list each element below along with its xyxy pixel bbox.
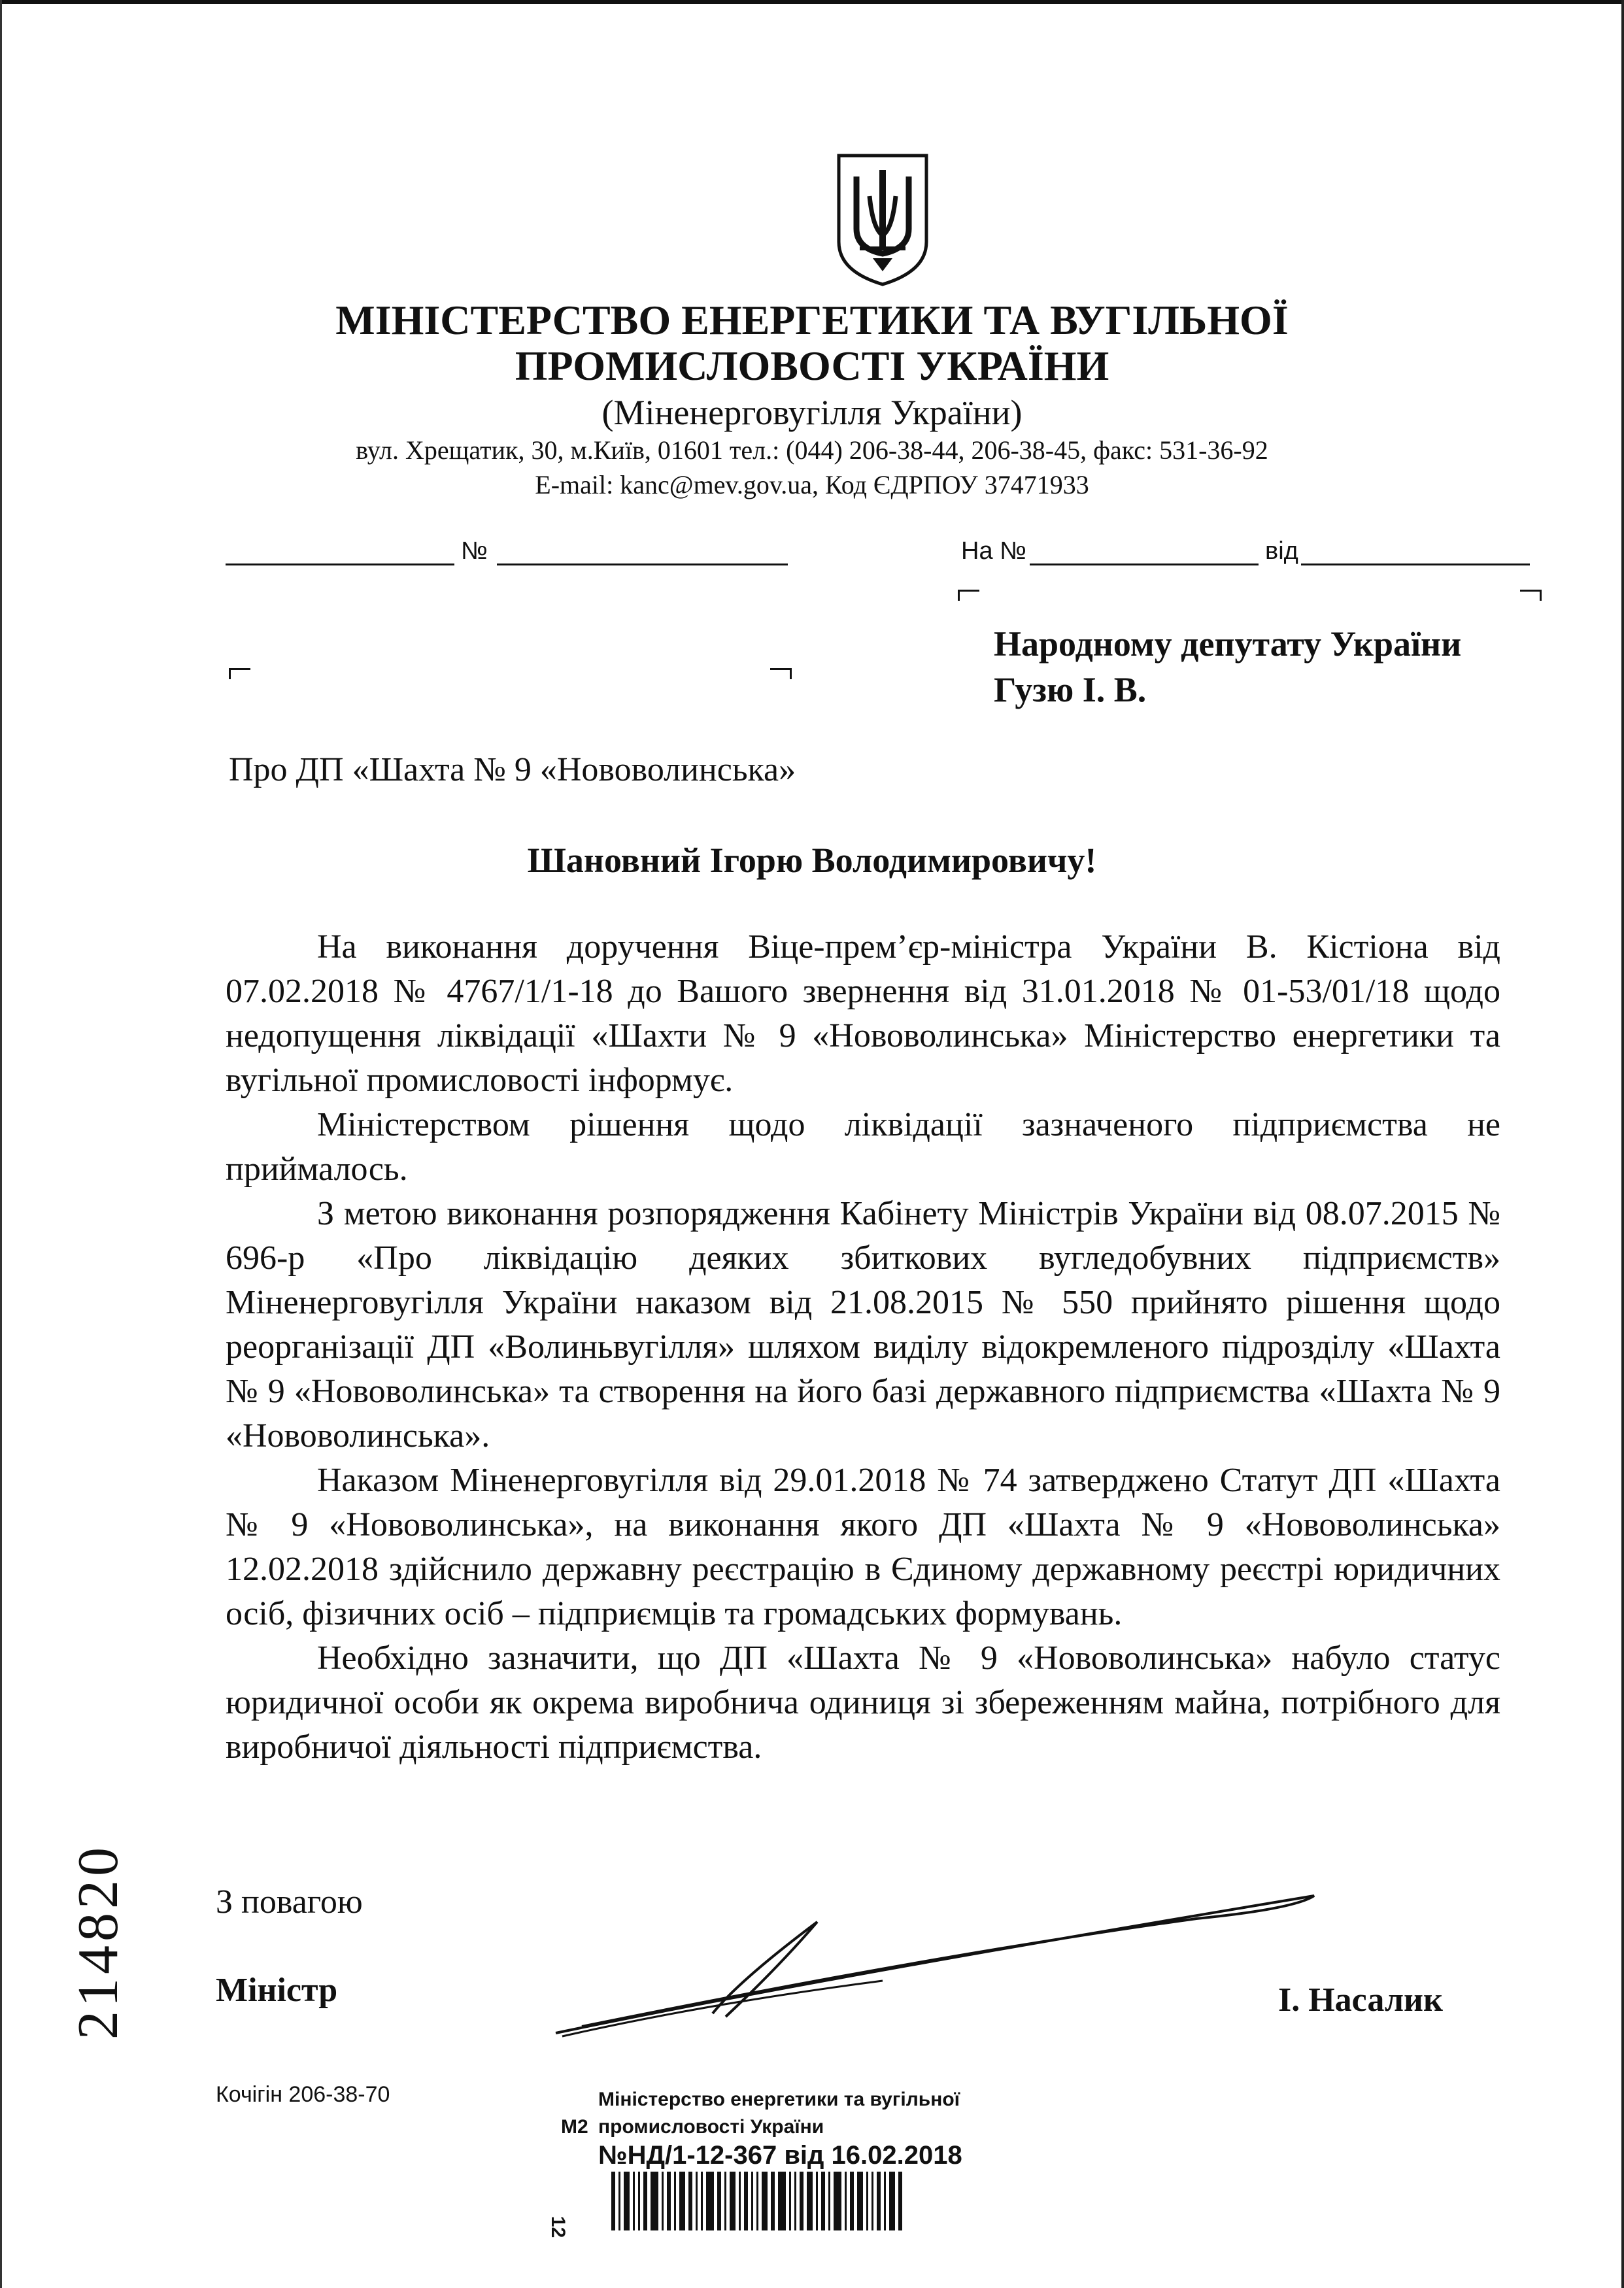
barcode-bar xyxy=(638,2172,640,2230)
salutation: Шановний Ігорю Володимировичу! xyxy=(527,841,1097,880)
outgoing-number-label: № xyxy=(461,537,488,565)
barcode-bar xyxy=(751,2172,753,2230)
barcode-bar xyxy=(884,2172,886,2230)
address-corner-left xyxy=(958,590,979,601)
barcode-bar xyxy=(800,2172,804,2230)
barcode-bar xyxy=(889,2172,895,2230)
barcode-bar xyxy=(706,2172,714,2230)
barcode-bar xyxy=(643,2172,647,2230)
barcode-bar xyxy=(857,2172,863,2230)
barcode-bar xyxy=(679,2172,685,2230)
barcode-bar xyxy=(821,2172,825,2230)
barcode-bar xyxy=(816,2172,818,2230)
stamp-prefix: М2 xyxy=(561,2116,588,2138)
address-corner-right xyxy=(1520,590,1542,601)
barcode-bar xyxy=(866,2172,868,2230)
barcode-bar xyxy=(730,2172,736,2230)
letter-subject: Про ДП «Шахта № 9 «Нововолинська» xyxy=(229,751,796,788)
barcode-bar xyxy=(624,2172,630,2230)
reply-from-line xyxy=(1301,564,1530,565)
barcode-bar xyxy=(724,2172,726,2230)
barcode-bar xyxy=(674,2172,676,2230)
scan-border-top xyxy=(0,0,1624,4)
barcode-bar xyxy=(739,2172,741,2230)
barcode-bar xyxy=(688,2172,692,2230)
barcode-bar xyxy=(667,2172,671,2230)
barcode-bar xyxy=(756,2172,758,2230)
subject-corner-right xyxy=(770,668,792,679)
body-paragraph: На виконання доручення Віце-прем’єр-міністра України В. Кістіона від 07.02.2018 № 4767/1/1-18 до Вашого звернення від 31.01.2018 № 01-53/01/18 щодо недопущення ліквідації «Шахти № 9 «Нововолинська» Міністерство енергетики та вугільної промисловості інформує. xyxy=(226,928,1500,1099)
incoming-registration-number: №НД/1-12-367 від 16.02.2018 xyxy=(598,2141,962,2170)
letter-body xyxy=(226,925,1500,1770)
ministry-name-line2: ПРОМИСЛОВОСТІ УКРАЇНИ xyxy=(515,343,1109,389)
barcode-bar xyxy=(611,2172,615,2230)
handwritten-signature xyxy=(543,1870,1327,2053)
stamp-org-line1: Міністерство енергетики та вугільної xyxy=(598,2089,960,2110)
barcode-bar xyxy=(828,2172,830,2230)
outgoing-number-line xyxy=(497,564,788,565)
stamp-org-line2: промисловості України xyxy=(598,2116,824,2138)
body-paragraph: Наказом Міненерговугілля від 29.01.2018 № 74 затверджено Статут ДП «Шахта № 9 «Нововолинська», на виконання якого ДП «Шахта № 9 «Нововолинська» 12.02.2018 здійснило державну реєстрацію в Єдиному державному реєстрі юридичних осіб, фізичних осіб – підприємців та громадських формувань. xyxy=(226,1462,1500,1632)
body-paragraph: Міністерством рішення щодо ліквідації зазначеного підприємства не приймалось. xyxy=(226,1106,1500,1188)
ministry-short-name: (Міненерговугілля України) xyxy=(601,393,1023,432)
barcode-bar xyxy=(850,2172,854,2230)
barcode-bar xyxy=(717,2172,721,2230)
barcode-bar xyxy=(871,2172,873,2230)
barcode-bar xyxy=(771,2172,775,2230)
stamp-side-code: 12 xyxy=(547,2216,569,2238)
ministry-name-line1: МІНІСТЕРСТВО ЕНЕРГЕТИКИ ТА ВУГІЛЬНОЇ xyxy=(335,297,1289,343)
addressee-line1: Народному депутату України xyxy=(994,624,1462,664)
closing-regards: З повагою xyxy=(216,1883,363,1921)
reply-to-label: На № xyxy=(961,537,1026,565)
outgoing-date-line xyxy=(226,564,454,565)
body-paragraph: Необхідно зазначити, що ДП «Шахта № 9 «Нововолинська» набуло статус юридичної особи як окрема виробнича одиниця зі збереженням майна, потрібного для виробничої діяльності підприємства. xyxy=(226,1640,1500,1766)
barcode-bar xyxy=(898,2172,902,2230)
barcode-bar xyxy=(877,2172,881,2230)
executor-contact: Кочігін 206-38-70 xyxy=(216,2082,390,2107)
barcode-bar xyxy=(834,2172,841,2230)
barcode-bar xyxy=(696,2172,698,2230)
registration-barcode xyxy=(611,2172,905,2230)
barcode-bar xyxy=(662,2172,664,2230)
barcode-bar xyxy=(778,2172,786,2230)
trident-coat-of-arms-icon xyxy=(834,150,932,288)
barcode-bar xyxy=(651,2172,658,2230)
ministry-address: вул. Хрещатик, 30, м.Київ, 01601 тел.: (044) 206-38-44, 206-38-45, факс: 531-36-92 xyxy=(356,435,1268,465)
signer-title: Міністр xyxy=(216,1972,338,2009)
barcode-bar xyxy=(794,2172,796,2230)
side-registration-number: 214820 xyxy=(67,1843,130,2040)
subject-corner-left xyxy=(229,668,250,679)
body-paragraph: З метою виконання розпорядження Кабінету Міністрів України від 08.07.2015 № 696-р «Про ліквідацію деяких збиткових вугледобувних підприємств» Міненерговугілля України наказом від 21.08.2015 № 550 прийнято рішення щодо реорганізації ДП «Волиньвугілля» шляхом виділу відокремленого підрозділу «Шахта № 9 «Нововолинська» та створення на його базі державного підприємства «Шахта № 9 «Нововолинська». xyxy=(226,1195,1500,1455)
reply-to-line xyxy=(1030,564,1259,565)
barcode-bar xyxy=(744,2172,748,2230)
signer-name: І. Насалик xyxy=(1278,1981,1443,2019)
barcode-bar xyxy=(762,2172,768,2230)
barcode-bar xyxy=(618,2172,620,2230)
barcode-bar xyxy=(701,2172,703,2230)
barcode-bar xyxy=(633,2172,635,2230)
addressee-line2: Гузю І. В. xyxy=(994,670,1147,709)
barcode-bar xyxy=(845,2172,847,2230)
ministry-email: E-mail: kanc@mev.gov.ua, Код ЄДРПОУ 37471933 xyxy=(535,470,1089,499)
barcode-bar xyxy=(807,2172,813,2230)
barcode-bar xyxy=(789,2172,791,2230)
reply-from-label: від xyxy=(1265,537,1298,565)
